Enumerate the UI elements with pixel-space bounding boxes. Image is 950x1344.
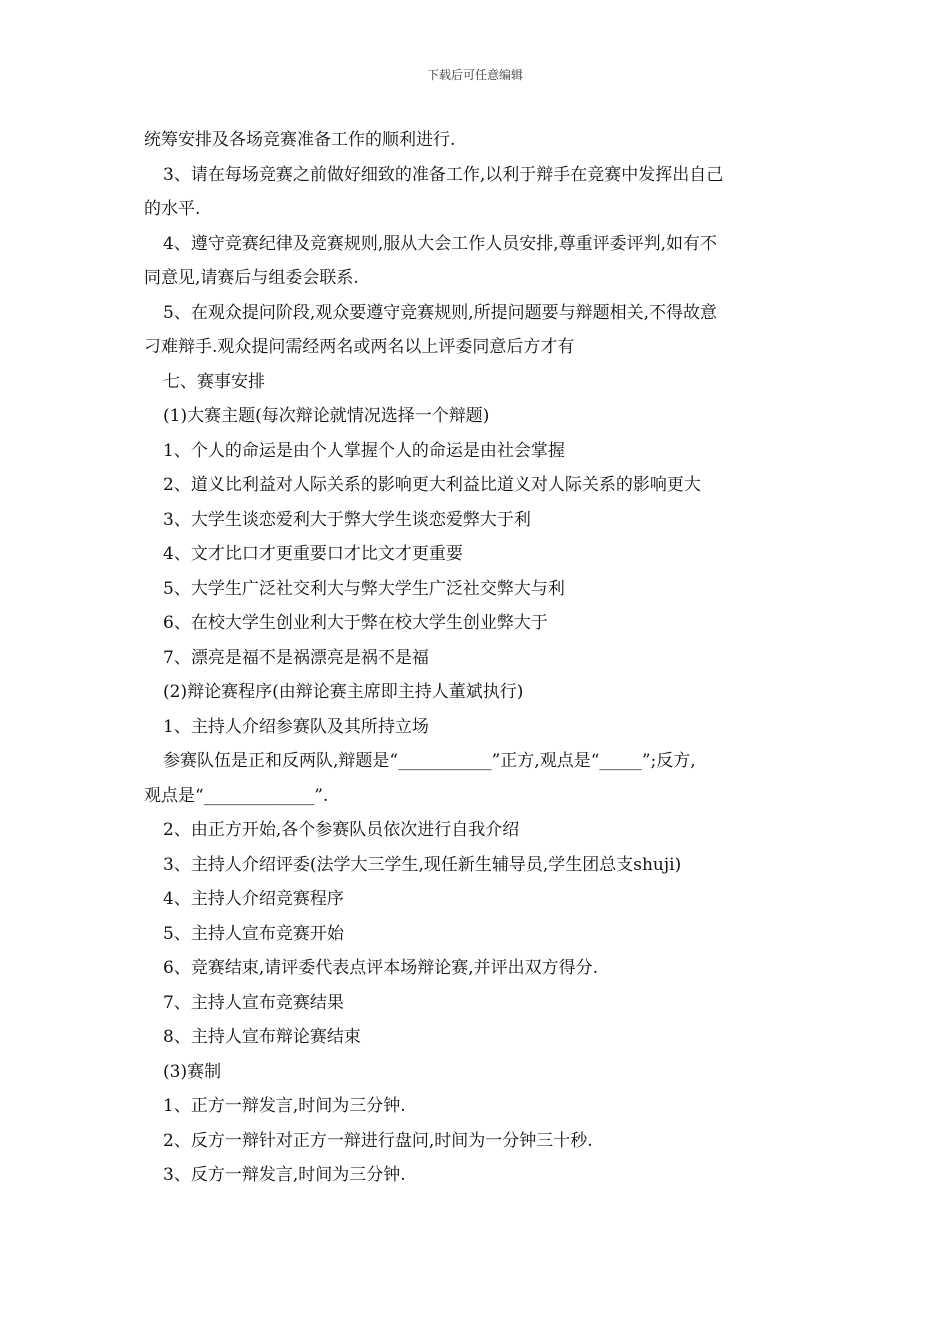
text-line: 1、个人的命运是由个人掌握个人的命运是由社会掌握	[163, 440, 565, 461]
text-line: 2、由正方开始,各个参赛队员依次进行自我介绍	[163, 820, 520, 840]
text-line: 5、在观众提问阶段,观众要遵守竞赛规则,所提问题要与辩题相关,不得故意	[163, 302, 718, 323]
text-line: (3)赛制	[163, 1061, 222, 1082]
text-line: 6、竞赛结束,请评委代表点评本场辩论赛,并评出双方得分.	[163, 958, 599, 978]
text-line: 参赛队伍是正和反两队,辩题是“___________”正方,观点是“_____”;反方,	[163, 751, 696, 771]
text-line: 七、赛事安排	[163, 371, 265, 392]
text-line: 2、道义比利益对人际关系的影响更大利益比道义对人际关系的影响更大	[163, 475, 701, 495]
text-line: 3、反方一辩发言,时间为三分钟.	[163, 1165, 406, 1185]
text-line: 5、主持人宣布竞赛开始	[163, 923, 344, 944]
document-body	[144, 123, 809, 1193]
text-line: 2、反方一辩针对正方一辩进行盘问,时间为一分钟三十秒.	[163, 1130, 593, 1151]
text-line: 观点是“_____________”.	[144, 785, 329, 806]
text-line: 1、主持人介绍参赛队及其所持立场	[163, 716, 429, 737]
text-line: 7、主持人宣布竞赛结果	[163, 992, 344, 1013]
text-line: 同意见,请赛后与组委会联系.	[144, 268, 359, 288]
text-line: 4、主持人介绍竞赛程序	[163, 889, 344, 909]
text-line: 刁难辩手.观众提问需经两名或两名以上评委同意后方才有	[144, 337, 575, 357]
text-line: (1)大赛主题(每次辩论就情况选择一个辩题)	[163, 406, 490, 426]
page-header: 下载后可任意编辑	[426, 68, 523, 82]
text-line: 的水平.	[144, 199, 201, 219]
text-line: 统筹安排及各场竞赛准备工作的顺利进行.	[144, 130, 456, 150]
text-line: 5、大学生广泛社交利大与弊大学生广泛社交弊大与利	[163, 578, 565, 599]
text-line: 4、遵守竞赛纪律及竞赛规则,服从大会工作人员安排,尊重评委评判,如有不	[163, 233, 718, 254]
text-line: 4、文才比口才更重要口才比文才更重要	[163, 544, 463, 564]
text-line: 3、大学生谈恋爱利大于弊大学生谈恋爱弊大于利	[163, 509, 531, 530]
text-line: 6、在校大学生创业利大于弊在校大学生创业弊大于	[163, 613, 548, 633]
text-line: 7、漂亮是福不是祸漂亮是祸不是福	[163, 647, 429, 668]
text-line: 8、主持人宣布辩论赛结束	[163, 1027, 361, 1047]
text-line: 3、请在每场竞赛之前做好细致的准备工作,以利于辩手在竞赛中发挥出自己	[163, 164, 724, 185]
text-line: 3、主持人介绍评委(法学大三学生,现任新生辅导员,学生团总支shuji)	[163, 854, 682, 875]
text-line: 1、正方一辩发言,时间为三分钟.	[163, 1096, 406, 1116]
text-line: (2)辩论赛程序(由辩论赛主席即主持人董斌执行)	[163, 682, 524, 702]
